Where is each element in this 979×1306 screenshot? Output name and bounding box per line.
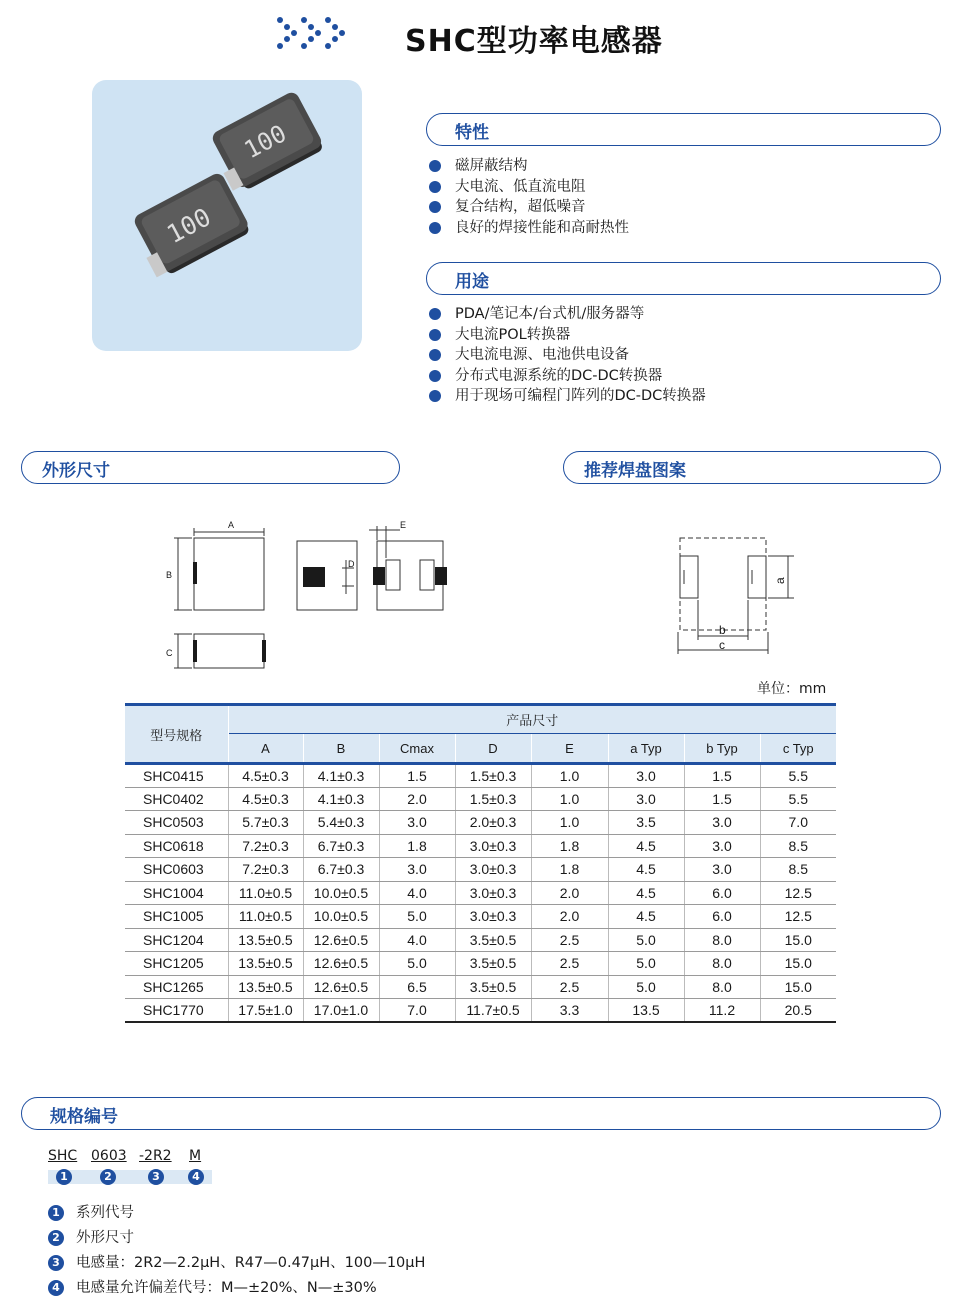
table-row <box>125 928 836 952</box>
list-item <box>48 1229 425 1254</box>
applications-heading: 用途 <box>455 272 489 292</box>
def-text-3: 电感量：2R2—2.2μH、R47—0.47μH、100—10μH <box>76 1255 426 1271</box>
value-cell: 1.5 <box>684 787 760 811</box>
pn-marker-2: 2 <box>100 1169 116 1185</box>
value-cell: 3.5±0.5 <box>455 975 531 999</box>
column-header: D <box>455 734 531 764</box>
value-cell: 8.0 <box>684 975 760 999</box>
value-cell: 13.5±0.5 <box>228 975 303 999</box>
value-cell: 1.5±0.3 <box>455 787 531 811</box>
value-cell: 4.5 <box>608 905 684 929</box>
model-cell: SHC0603 <box>125 858 228 882</box>
table-row <box>125 952 836 976</box>
value-cell: 3.3 <box>531 999 608 1023</box>
list-item: PDA/笔记本/台式机/服务器等 <box>427 304 706 325</box>
value-cell: 4.5 <box>608 858 684 882</box>
table-row <box>125 881 836 905</box>
value-cell: 3.0±0.3 <box>455 881 531 905</box>
logo-dots-icon <box>276 16 356 50</box>
def-marker-2: 2 <box>48 1230 64 1246</box>
value-cell: 2.5 <box>531 952 608 976</box>
product-photo <box>92 80 362 351</box>
value-cell: 6.7±0.3 <box>303 858 379 882</box>
dim-label-d: D <box>348 559 355 569</box>
value-cell: 17.0±1.0 <box>303 999 379 1023</box>
value-cell: 12.6±0.5 <box>303 975 379 999</box>
value-cell: 12.6±0.5 <box>303 928 379 952</box>
def-text-2: 外形尺寸 <box>76 1230 134 1246</box>
photo-marking-front: 100 <box>162 202 216 250</box>
land-label-c: c <box>719 638 725 652</box>
list-item: 分布式电源系统的DC-DC转换器 <box>427 366 706 387</box>
table-row <box>125 834 836 858</box>
value-cell: 2.0 <box>531 905 608 929</box>
list-item: 用于现场可编程门阵列的DC-DC转换器 <box>427 386 706 407</box>
list-item <box>48 1254 425 1279</box>
def-marker-1: 1 <box>48 1205 64 1221</box>
part-number-header <box>21 1097 941 1130</box>
value-cell: 6.5 <box>379 975 455 999</box>
value-cell: 3.0±0.3 <box>455 858 531 882</box>
def-text-4: 电感量允许偏差代号：M—±20%、N—±30% <box>76 1280 377 1296</box>
part-number-definitions <box>48 1204 425 1304</box>
model-cell: SHC1005 <box>125 905 228 929</box>
value-cell: 4.5±0.3 <box>228 787 303 811</box>
page-title: SHC型功率电感器 <box>405 24 663 59</box>
value-cell: 13.5 <box>608 999 684 1023</box>
model-cell: SHC0402 <box>125 787 228 811</box>
value-cell: 4.1±0.3 <box>303 787 379 811</box>
value-cell: 4.1±0.3 <box>303 764 379 788</box>
value-cell: 12.5 <box>760 905 836 929</box>
dim-label-a: A <box>228 520 235 530</box>
value-cell: 3.5 <box>608 811 684 835</box>
column-header: Cmax <box>379 734 455 764</box>
value-cell: 3.0±0.3 <box>455 905 531 929</box>
value-cell: 4.0 <box>379 881 455 905</box>
value-cell: 5.0 <box>608 975 684 999</box>
model-cell: SHC1770 <box>125 999 228 1023</box>
value-cell: 6.0 <box>684 881 760 905</box>
dim-label-e: E <box>400 520 407 530</box>
group-header: 产品尺寸 <box>228 705 836 734</box>
value-cell: 8.5 <box>760 834 836 858</box>
table-row <box>125 811 836 835</box>
land-label-b: b <box>719 623 726 637</box>
table-row <box>125 905 836 929</box>
value-cell: 2.0±0.3 <box>455 811 531 835</box>
list-item: 大电流POL转换器 <box>427 325 706 346</box>
value-cell: 3.5±0.5 <box>455 952 531 976</box>
value-cell: 6.7±0.3 <box>303 834 379 858</box>
value-cell: 11.0±0.5 <box>228 881 303 905</box>
table-row <box>125 999 836 1023</box>
value-cell: 3.0 <box>379 811 455 835</box>
model-cell: SHC0503 <box>125 811 228 835</box>
value-cell: 5.0 <box>379 952 455 976</box>
value-cell: 10.0±0.5 <box>303 881 379 905</box>
value-cell: 3.0 <box>608 787 684 811</box>
dimensions-heading: 外形尺寸 <box>42 461 110 481</box>
value-cell: 1.8 <box>531 858 608 882</box>
dimensions-header <box>21 451 400 484</box>
value-cell: 5.0 <box>608 952 684 976</box>
part-number-heading: 规格编号 <box>50 1107 118 1127</box>
dim-label-c: C <box>166 648 173 658</box>
model-cell: SHC1205 <box>125 952 228 976</box>
value-cell: 2.0 <box>531 881 608 905</box>
value-cell: 3.0±0.3 <box>455 834 531 858</box>
value-cell: 1.8 <box>379 834 455 858</box>
model-header: 型号规格 <box>125 705 228 764</box>
value-cell: 1.8 <box>531 834 608 858</box>
applications-header <box>426 262 941 295</box>
value-cell: 13.5±0.5 <box>228 952 303 976</box>
dimension-drawing <box>160 516 460 672</box>
value-cell: 4.0 <box>379 928 455 952</box>
land-pattern-heading: 推荐焊盘图案 <box>584 461 686 481</box>
value-cell: 5.5 <box>760 764 836 788</box>
value-cell: 11.0±0.5 <box>228 905 303 929</box>
value-cell: 8.5 <box>760 858 836 882</box>
value-cell: 5.0 <box>379 905 455 929</box>
def-marker-3: 3 <box>48 1255 64 1271</box>
list-item: 大电流、低直流电阻 <box>427 177 629 198</box>
dimension-table <box>125 703 836 1023</box>
value-cell: 1.0 <box>531 811 608 835</box>
list-item: 大电流电源、电池供电设备 <box>427 345 706 366</box>
value-cell: 4.5 <box>608 881 684 905</box>
table-row <box>125 975 836 999</box>
land-pattern-drawing <box>670 528 800 656</box>
model-cell: SHC1265 <box>125 975 228 999</box>
value-cell: 3.5±0.5 <box>455 928 531 952</box>
value-cell: 11.2 <box>684 999 760 1023</box>
unit-label: 单位：mm <box>757 681 827 697</box>
value-cell: 15.0 <box>760 928 836 952</box>
photo-marking-back: 100 <box>239 119 292 165</box>
value-cell: 5.7±0.3 <box>228 811 303 835</box>
value-cell: 13.5±0.5 <box>228 928 303 952</box>
pn-segment-2: 0603 <box>91 1148 127 1164</box>
table-row <box>125 764 836 788</box>
value-cell: 2.5 <box>531 975 608 999</box>
land-label-a: a <box>773 577 787 584</box>
value-cell: 1.5 <box>684 764 760 788</box>
table-row <box>125 787 836 811</box>
list-item: 磁屏蔽结构 <box>427 156 629 177</box>
value-cell: 10.0±0.5 <box>303 905 379 929</box>
value-cell: 3.0 <box>684 858 760 882</box>
value-cell: 7.2±0.3 <box>228 834 303 858</box>
list-item <box>48 1279 425 1304</box>
column-header: A <box>228 734 303 764</box>
value-cell: 3.0 <box>379 858 455 882</box>
def-marker-4: 4 <box>48 1280 64 1296</box>
list-item <box>48 1204 425 1229</box>
value-cell: 4.5±0.3 <box>228 764 303 788</box>
features-header <box>426 113 941 146</box>
value-cell: 15.0 <box>760 952 836 976</box>
value-cell: 7.0 <box>379 999 455 1023</box>
value-cell: 5.4±0.3 <box>303 811 379 835</box>
table-row <box>125 858 836 882</box>
value-cell: 12.5 <box>760 881 836 905</box>
pn-segment-4: M <box>189 1148 202 1164</box>
value-cell: 1.5 <box>379 764 455 788</box>
land-pattern-header <box>563 451 941 484</box>
value-cell: 2.0 <box>379 787 455 811</box>
model-cell: SHC1004 <box>125 881 228 905</box>
column-header: B <box>303 734 379 764</box>
def-text-1: 系列代号 <box>76 1205 134 1221</box>
value-cell: 3.0 <box>608 764 684 788</box>
features-list <box>427 156 629 238</box>
pn-segment-3: -2R2 <box>139 1148 172 1164</box>
pn-marker-3: 3 <box>148 1169 164 1185</box>
value-cell: 4.5 <box>608 834 684 858</box>
value-cell: 1.5±0.3 <box>455 764 531 788</box>
value-cell: 1.0 <box>531 764 608 788</box>
value-cell: 17.5±1.0 <box>228 999 303 1023</box>
value-cell: 8.0 <box>684 928 760 952</box>
value-cell: 8.0 <box>684 952 760 976</box>
list-item: 复合结构，超低噪音 <box>427 197 629 218</box>
column-header: a Typ <box>608 734 684 764</box>
applications-list <box>427 304 706 407</box>
pn-marker-1: 1 <box>56 1169 72 1185</box>
value-cell: 5.0 <box>608 928 684 952</box>
model-cell: SHC1204 <box>125 928 228 952</box>
value-cell: 3.0 <box>684 834 760 858</box>
pn-marker-4: 4 <box>188 1169 204 1185</box>
value-cell: 2.5 <box>531 928 608 952</box>
value-cell: 11.7±0.5 <box>455 999 531 1023</box>
column-header: b Typ <box>684 734 760 764</box>
list-item: 良好的焊接性能和高耐热性 <box>427 218 629 239</box>
pn-segment-1: SHC <box>48 1148 78 1164</box>
model-cell: SHC0618 <box>125 834 228 858</box>
value-cell: 7.2±0.3 <box>228 858 303 882</box>
value-cell: 1.0 <box>531 787 608 811</box>
value-cell: 3.0 <box>684 811 760 835</box>
features-heading: 特性 <box>455 123 489 143</box>
value-cell: 12.6±0.5 <box>303 952 379 976</box>
model-cell: SHC0415 <box>125 764 228 788</box>
column-header: c Typ <box>760 734 836 764</box>
value-cell: 6.0 <box>684 905 760 929</box>
value-cell: 5.5 <box>760 787 836 811</box>
value-cell: 7.0 <box>760 811 836 835</box>
column-header: E <box>531 734 608 764</box>
value-cell: 20.5 <box>760 999 836 1023</box>
value-cell: 15.0 <box>760 975 836 999</box>
dim-label-b: B <box>166 570 173 580</box>
